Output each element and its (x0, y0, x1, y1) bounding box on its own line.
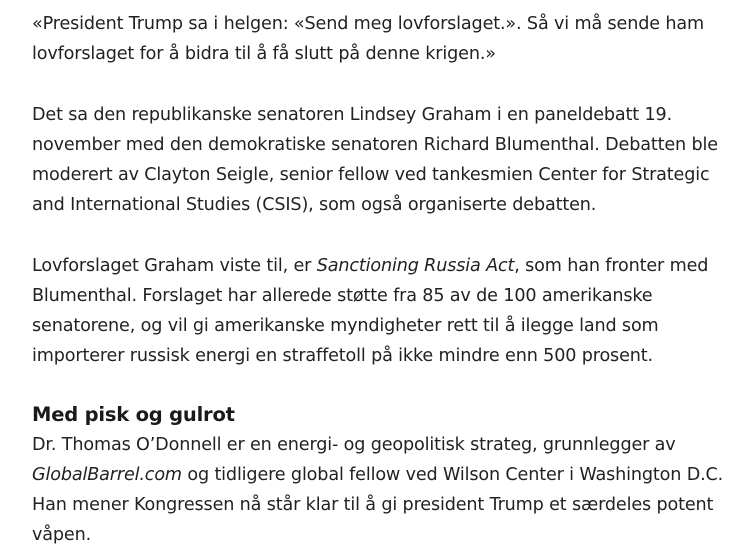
context-line-1: Det sa den republikanske senatoren Lindsey Graham i en paneldebatt 19. (32, 105, 673, 125)
globalbarrel-link[interactable]: GlobalBarrel.com (32, 465, 182, 485)
expert-line-4: våpen. (32, 525, 92, 545)
expert-line-2-end: og tidligere global fellow ved Wilson Center i Washington D.C. (181, 465, 724, 485)
expert-line-1: Dr. Thomas O’Donnell er en energi- og geopolitisk strateg, grunnlegger av (32, 435, 676, 455)
article-body (32, 9, 732, 550)
context-paragraph (32, 100, 732, 220)
expert-paragraph (32, 430, 732, 550)
quote-paragraph (32, 9, 732, 69)
bill-paragraph (32, 251, 732, 371)
bill-line-1-start: Lovforslaget Graham viste til, er (32, 256, 317, 276)
context-line-2: november med den demokratiske senatoren Richard Blumenthal. Debatten ble (32, 135, 718, 155)
bill-line-3: senatorene, og vil gi amerikanske myndigheter rett til å ilegge land som (32, 316, 659, 336)
quote-line-1: «President Trump sa i helgen: «Send meg lovforslaget.». Så vi må sende ham (32, 14, 704, 34)
context-line-4: and International Studies (CSIS), som også organiserte debatten. (32, 195, 597, 215)
bill-line-2: Blumenthal. Forslaget har allerede støtte fra 85 av de 100 amerikanske (32, 286, 653, 306)
quote-line-2: lovforslaget for å bidra til å få slutt på denne krigen.» (32, 44, 496, 64)
expert-line-3: Han mener Kongressen nå står klar til å gi president Trump et særdeles potent (32, 495, 714, 515)
bill-name: Sanctioning Russia Act (316, 256, 515, 276)
bill-line-1-end: , som han fronter med (514, 256, 709, 276)
context-line-3: moderert av Clayton Seigle, senior fellow ved tankesmien Center for Strategic (32, 165, 710, 185)
section-heading: Med pisk og gulrot (32, 403, 235, 426)
bill-line-4: importerer russisk energi en straffetoll på ikke mindre enn 500 prosent. (32, 346, 653, 366)
